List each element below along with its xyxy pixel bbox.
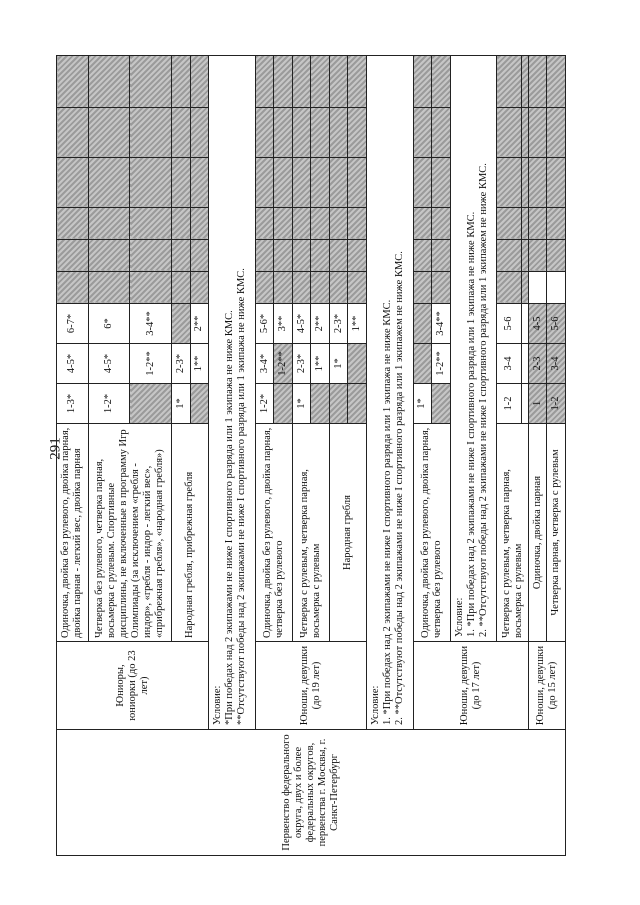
place-cell: [190, 240, 208, 272]
age-group-cell: Юноши, девушки (до 17 лет): [413, 642, 528, 730]
place-cell: [329, 240, 347, 272]
place-cell: [311, 56, 329, 108]
place-cell: [497, 208, 521, 240]
place-cell: [348, 208, 366, 240]
place-cell: [413, 272, 431, 304]
place-cell: [329, 384, 347, 424]
place-cell: [413, 208, 431, 240]
place-cell: [413, 240, 431, 272]
conditions-cell: [366, 56, 413, 730]
place-cell: [172, 272, 190, 304]
place-cell: [528, 240, 546, 272]
place-cell: [172, 158, 190, 208]
place-cell: 1: [528, 384, 546, 424]
place-cell: 3-4*: [256, 344, 274, 384]
place-cell: [172, 56, 190, 108]
place-cell: [547, 240, 566, 272]
place-cell: [57, 158, 89, 208]
place-cell: [130, 208, 172, 240]
place-cell: [274, 384, 292, 424]
conditions-heading: Условие:: [453, 597, 465, 637]
place-cell: [547, 56, 566, 108]
place-cell: [547, 272, 566, 304]
place-cell: [274, 56, 292, 108]
place-cell: [172, 240, 190, 272]
place-cell: 1**: [190, 344, 208, 384]
place-cell: [274, 272, 292, 304]
place-cell: [172, 304, 190, 344]
place-cell: [190, 272, 208, 304]
place-cell: [172, 208, 190, 240]
place-cell: [190, 108, 208, 158]
place-cell: 1-2*: [256, 384, 274, 424]
place-cell: [190, 208, 208, 240]
place-cell: 5-6*: [256, 304, 274, 344]
place-cell: 1*: [329, 344, 347, 384]
place-cell: 1*: [292, 384, 310, 424]
place-cell: [88, 56, 130, 108]
place-cell: [57, 108, 89, 158]
place-cell: [348, 56, 366, 108]
place-cell: [274, 108, 292, 158]
conditions-cell: [450, 56, 497, 642]
place-cell: [432, 240, 450, 272]
place-cell: [521, 240, 528, 272]
place-cell: [292, 56, 310, 108]
place-cell: [348, 240, 366, 272]
place-cell: [497, 158, 521, 208]
condition-line: 1. *При победах над 2 экипажами не ниже I спортивного разряда или 1 экипажа не ниже КМС.: [465, 211, 477, 637]
place-cell: [528, 158, 546, 208]
place-cell: [521, 158, 528, 208]
place-cell: 1*: [413, 384, 431, 424]
place-cell: [329, 158, 347, 208]
place-cell: [348, 158, 366, 208]
place-cell: 1**: [348, 304, 366, 344]
conditions-cell: [209, 56, 256, 730]
place-cell: [311, 158, 329, 208]
place-cell: [311, 384, 329, 424]
place-cell: [521, 344, 528, 384]
place-cell: [497, 56, 521, 108]
place-cell: [88, 108, 130, 158]
discipline-cell: Четверка с рулевым, четверка парная, восьмерка с рулевым: [292, 424, 329, 642]
place-cell: [348, 272, 366, 304]
place-cell: [88, 208, 130, 240]
place-cell: [256, 108, 274, 158]
place-cell: [311, 208, 329, 240]
classification-table: [56, 55, 566, 856]
place-cell: [172, 108, 190, 158]
place-cell: [329, 208, 347, 240]
discipline-cell: Одиночка, двойка без рулевого, двойка парная, четверка без рулевого: [256, 424, 293, 642]
place-cell: [256, 240, 274, 272]
place-cell: [130, 108, 172, 158]
place-cell: [190, 384, 208, 424]
place-cell: 2**: [190, 304, 208, 344]
place-cell: 3-4: [547, 344, 566, 384]
place-cell: [256, 272, 274, 304]
condition-line: 2. **Отсутствуют победы над 2 экипажами не ниже I спортивного разряда или 1 экипажем не ниже КМС.: [393, 251, 405, 725]
page-number: 291: [47, 437, 64, 460]
place-cell: 3**: [274, 304, 292, 344]
place-cell: 5-6: [547, 304, 566, 344]
place-cell: [432, 208, 450, 240]
place-cell: [521, 304, 528, 344]
place-cell: 2-3*: [329, 304, 347, 344]
place-cell: [547, 208, 566, 240]
place-cell: [311, 240, 329, 272]
place-cell: [432, 384, 450, 424]
place-cell: [256, 158, 274, 208]
place-cell: [292, 158, 310, 208]
place-cell: [521, 108, 528, 158]
place-cell: [292, 208, 310, 240]
place-cell: 1-2: [497, 384, 521, 424]
place-cell: 1-3*: [57, 384, 89, 424]
place-cell: 4-5*: [88, 344, 130, 384]
condition-line: 1. *При победах над 2 экипажами не ниже I спортивного разряда или 1 экипажа не ниже КМС.: [381, 299, 393, 725]
place-cell: [528, 56, 546, 108]
place-cell: [547, 158, 566, 208]
place-cell: [190, 56, 208, 108]
place-cell: [432, 108, 450, 158]
place-cell: [190, 158, 208, 208]
place-cell: 4-5*: [292, 304, 310, 344]
place-cell: [274, 240, 292, 272]
place-cell: [329, 56, 347, 108]
place-cell: 1-2*: [88, 384, 130, 424]
condition-line: **Отсутствуют победы над 2 экипажами не ниже I спортивного разряда или 1 экипажа не ниже КМС.: [236, 268, 248, 725]
place-cell: [348, 384, 366, 424]
place-cell: [292, 272, 310, 304]
place-cell: [256, 208, 274, 240]
place-cell: [88, 158, 130, 208]
conditions-heading: Условие:: [212, 685, 224, 725]
discipline-cell: Народная гребля: [329, 424, 366, 642]
place-cell: 2**: [311, 304, 329, 344]
place-cell: [57, 240, 89, 272]
place-cell: [521, 56, 528, 108]
place-cell: [528, 208, 546, 240]
place-cell: 1-2**: [130, 344, 172, 384]
place-cell: [274, 208, 292, 240]
place-cell: [432, 272, 450, 304]
place-cell: [130, 158, 172, 208]
place-cell: 4-5*: [57, 344, 89, 384]
place-cell: [57, 56, 89, 108]
place-cell: [88, 240, 130, 272]
place-cell: 1-2: [547, 384, 566, 424]
place-cell: [130, 384, 172, 424]
place-cell: [413, 304, 431, 344]
place-cell: [348, 108, 366, 158]
discipline-cell: Четверка с рулевым, четверка парная, восьмерка с рулевым: [497, 424, 529, 642]
place-cell: [130, 240, 172, 272]
discipline-cell: Народная гребля, прибрежная гребля: [172, 424, 209, 642]
age-group-cell: Юноши, девушки (до 15 лет): [528, 642, 565, 730]
condition-line: 2. **Отсутствуют победы над 2 экипажами не ниже I спортивного разряда или 1 экипажем не ниже КМС.: [477, 163, 489, 637]
place-cell: [329, 272, 347, 304]
place-cell: 2-3*: [172, 344, 190, 384]
place-cell: [413, 158, 431, 208]
place-cell: [413, 344, 431, 384]
place-cell: [432, 56, 450, 108]
condition-line: *При победах над 2 экипажами не ниже I спортивного разряда или 1 экипажа не ниже КМС.: [224, 310, 236, 725]
place-cell: [497, 108, 521, 158]
place-cell: [292, 240, 310, 272]
place-cell: [521, 384, 528, 424]
discipline-cell: Одиночка, двойка без рулевого, двойка парная, четверка без рулевого: [413, 424, 450, 642]
place-cell: [311, 272, 329, 304]
age-group-cell: Юниоры, юниорки (до 23 лет): [57, 642, 209, 730]
place-cell: [57, 208, 89, 240]
place-cell: 6-7*: [57, 304, 89, 344]
place-cell: 2-3*: [292, 344, 310, 384]
age-group-cell: Юноши, девушки (до 19 лет): [256, 642, 367, 730]
discipline-cell: Четверка парная, четверка с рулевым: [547, 424, 566, 642]
place-cell: 3-4: [497, 344, 521, 384]
place-cell: 1*: [172, 384, 190, 424]
conditions-heading: Условие:: [369, 685, 381, 725]
rotated-page: [56, 56, 566, 856]
place-cell: 1-2**: [432, 344, 450, 384]
place-cell: [348, 344, 366, 384]
place-cell: [256, 56, 274, 108]
place-cell: [432, 158, 450, 208]
place-cell: [413, 56, 431, 108]
place-cell: [413, 108, 431, 158]
place-cell: [521, 272, 528, 304]
discipline-cell: Одиночка, двойка парная: [528, 424, 546, 642]
competition-cell: Первенство федерального округа, двух и более федеральных округов, первенства г. Москвы, г. Санкт-Петербург: [57, 730, 566, 856]
place-cell: [311, 108, 329, 158]
place-cell: 5-6: [497, 304, 521, 344]
discipline-cell: Одиночка, двойка без рулевого, двойка парная, двойка парная - легкий вес, двойка парная: [57, 424, 89, 642]
place-cell: 1**: [311, 344, 329, 384]
place-cell: [329, 108, 347, 158]
place-cell: [88, 272, 130, 304]
place-cell: [528, 272, 546, 304]
place-cell: [547, 108, 566, 158]
place-cell: 3-4**: [432, 304, 450, 344]
table-row: [57, 56, 89, 856]
place-cell: 3-4**: [130, 304, 172, 344]
place-cell: [497, 240, 521, 272]
place-cell: [521, 208, 528, 240]
place-cell: 2-3: [528, 344, 546, 384]
place-cell: [130, 272, 172, 304]
place-cell: 1-2**: [274, 344, 292, 384]
place-cell: [130, 56, 172, 108]
place-cell: 6*: [88, 304, 130, 344]
place-cell: [57, 272, 89, 304]
discipline-cell: Четверка без рулевого, четверка парная, восьмерка с рулевым. Спортивные дисциплины, не включенные в программу Игр Олимпиады (за исключением «гребля - индор», «гребля - индор - легкий вес», «прибрежная гребля», «народная гребля»): [88, 424, 172, 642]
place-cell: [274, 158, 292, 208]
place-cell: 4-5: [528, 304, 546, 344]
place-cell: [497, 272, 521, 304]
place-cell: [292, 108, 310, 158]
place-cell: [528, 108, 546, 158]
